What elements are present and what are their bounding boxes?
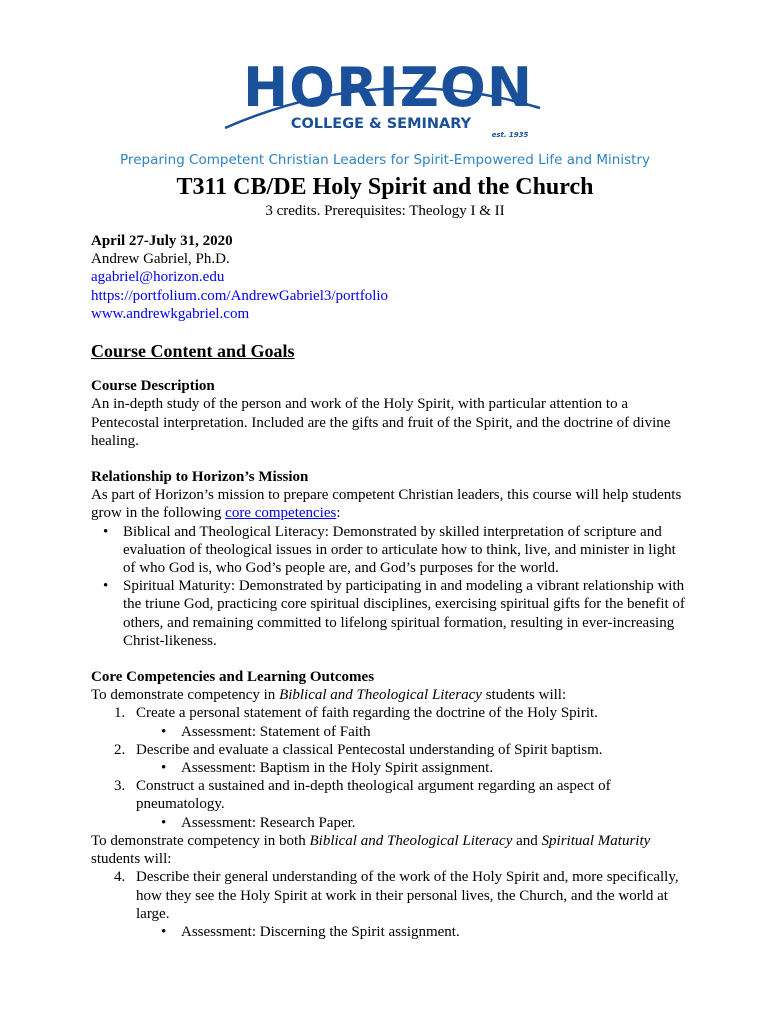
outcomes-intro-2 (91, 832, 691, 868)
assessment-item: • Assessment: Statement of Faith (181, 723, 691, 741)
item-number: 1. (114, 705, 126, 722)
outcome-text: Describe their general understanding of the work of the Holy Spirit and, more specifically, how they see the Holy Spirit at work in their personal lives, the Church, and the world at large. (136, 869, 679, 922)
intro-text: students will: (481, 687, 567, 704)
mission-intro-colon: : (336, 505, 341, 522)
list-item: • Spiritual Maturity: Demonstrated by participating in and modeling a vibrant relationship with the triune God, practicing core spiritual disciplines, exercising spiritual gifts for the benefit of others, and remaining committed to lifelong spiritual formation, resulting in ever-increasing Christ-likeness. (123, 577, 691, 650)
website-link[interactable]: www.andrewkgabriel.com (91, 305, 250, 322)
list-item (114, 741, 691, 777)
intro-text: To demonstrate competency in (91, 687, 280, 704)
course-dates: April 27-July 31, 2020 (91, 233, 233, 249)
outcomes-heading: Core Competencies and Learning Outcomes (91, 669, 375, 686)
logo-subtitle: COLLEGE & SEMINARY (290, 116, 472, 132)
assessment-list (136, 759, 691, 777)
outcomes-list-2 (91, 868, 691, 941)
list-item: • Biblical and Theological Literacy: Demonstrated by skilled interpretation of scripture and evaluation of theological issues in order to articulate how to think, live, and minister in light of who God is, who God’s people are, and God’s purposes for the world. (123, 523, 691, 578)
item-number: 3. (114, 778, 126, 795)
list-item (114, 704, 691, 740)
outcome-text: Construct a sustained and in-depth theological argument regarding an aspect of pneumatology. (136, 778, 611, 813)
section-heading: Course Content and Goals (91, 341, 295, 362)
item-number: 2. (114, 741, 126, 758)
outcomes-list-1 (91, 704, 691, 831)
assessment-list (136, 814, 691, 832)
list-item (114, 777, 691, 832)
assessment-list (136, 923, 691, 941)
mission-heading: Relationship to Horizon’s Mission (91, 469, 309, 486)
item-number: 4. (114, 869, 126, 886)
list-item (114, 868, 691, 941)
description-text: An in-depth study of the person and work of the Holy Spirit, with particular attention to a Pentecostal interpretation. Included are the gifts and fruit of the Spirit, and the doctrine of divine healing. (91, 396, 671, 449)
tagline: Preparing Competent Christian Leaders for Spirit-Empowered Life and Ministry (120, 152, 650, 168)
assessment-list (136, 723, 691, 741)
intro-emphasis: Biblical and Theological Literacy (279, 687, 482, 704)
outcome-text: Describe and evaluate a classical Pentecostal understanding of Spirit baptism. (136, 741, 603, 758)
intro-emphasis: Biblical and Theological Literacy (309, 832, 513, 849)
course-title: T311 CB/DE Holy Spirit and the Church (176, 174, 594, 200)
college-logo (0, 0, 770, 150)
syllabus-content (91, 232, 691, 941)
instructor-email-link[interactable]: agabriel@horizon.edu (91, 269, 225, 286)
competency-list (91, 523, 691, 650)
portfolio-link[interactable]: https://portfolium.com/AndrewGabriel3/portfolio (91, 287, 389, 304)
intro-text: To demonstrate competency in both (91, 832, 310, 849)
intro-text: and (512, 832, 542, 849)
core-competencies-link[interactable]: core competencies (225, 505, 337, 522)
outcomes-intro-1 (91, 686, 691, 704)
assessment-item: • Assessment: Research Paper. (181, 814, 691, 832)
description-heading: Course Description (91, 378, 215, 395)
logo-established: est. 1935 (491, 131, 529, 139)
intro-text: students will: (91, 851, 172, 868)
outcome-text: Create a personal statement of faith regarding the doctrine of the Holy Spirit. (136, 705, 598, 722)
mission-intro (91, 486, 691, 522)
course-subtitle: 3 credits. Prerequisites: Theology I & II (265, 203, 505, 219)
assessment-item: • Assessment: Discerning the Spirit assignment. (181, 923, 691, 941)
instructor-name: Andrew Gabriel, Ph.D. (91, 251, 230, 268)
logo-name: HORIZON (242, 56, 534, 119)
intro-emphasis: Spiritual Maturity (541, 832, 651, 849)
assessment-item: • Assessment: Baptism in the Holy Spirit assignment. (181, 759, 691, 777)
mission-intro-text: As part of Horizon’s mission to prepare competent Christian leaders, this course will help students grow in the following (91, 487, 682, 522)
